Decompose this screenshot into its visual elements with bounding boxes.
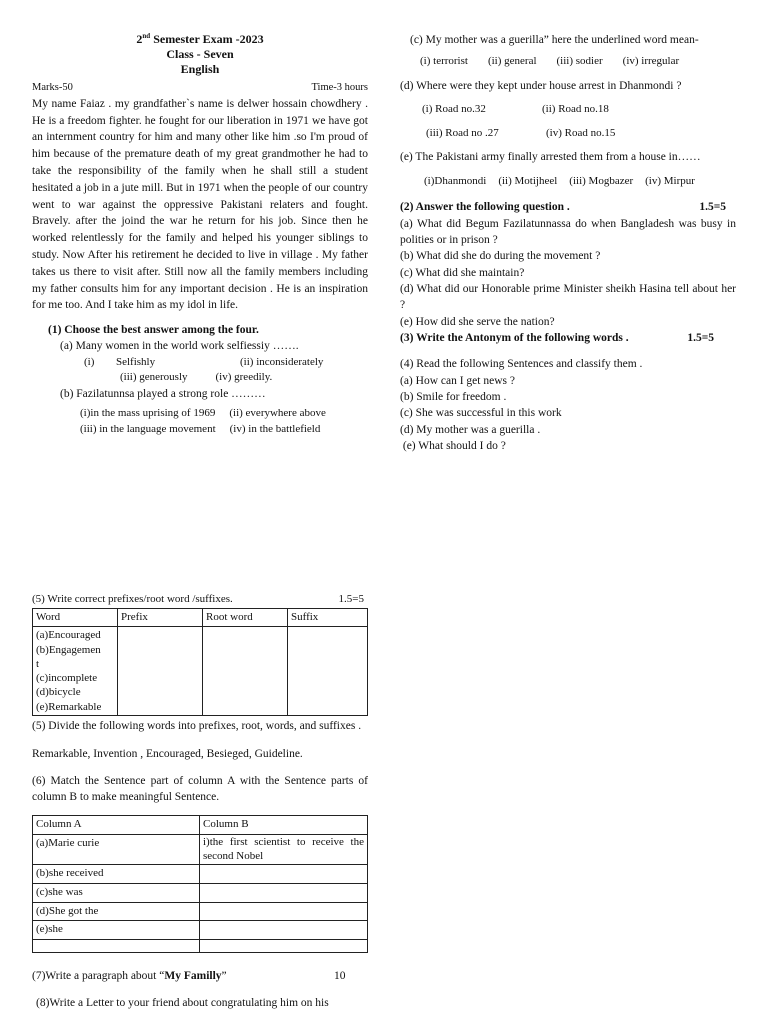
q1a-options-row1: (i) Selfishly (ii) inconsiderately xyxy=(84,355,324,368)
exam-title: 2nd Semester Exam -2023 xyxy=(136,32,264,46)
question-7 xyxy=(32,968,368,984)
q8-text: (8)Write a Letter to your friend about congratulating him on his xyxy=(36,997,329,1009)
exam-subject: English xyxy=(180,62,220,76)
prefix-suffix-table xyxy=(32,608,368,716)
question-1 xyxy=(32,322,368,437)
table-header-row: Column A Column B xyxy=(33,816,368,835)
marks-time-row xyxy=(32,81,368,96)
q4c: (c) She was successful in this work xyxy=(400,407,562,420)
q2c: (c) What did she maintain? xyxy=(400,266,525,279)
q1a-text: (a) Many women in the world work selfiessiy ……. xyxy=(60,340,299,353)
reading-passage: My name Faiaz . my grandfather`s name is delwer hossain chowdhery . He is a freedom fighter. he fought for our liberation in 1971 we have got an internment country for him and many other like him .so I'm proud of him because of the premature death of my great grandmother he had to take the responsibility of the family when he shall still a student hesitated a job in a jute mill. But in 1971 when the people of our country went to war against the oppressive Pakistani relaters and fought. Bravely. after the joind the war he return for his job. Since then he worked relentlessly for the family and helped his younger siblings to study. Now After his retirement he decided to live in village . My father takes us there to visit after. Still now all the family members including my father consults him for any important decision . He is an inspiration for me too. And I take him as my idol in life. xyxy=(32,97,368,312)
q1c-options: (i) terrorist (ii) general (iii) sodier (iv) irregular xyxy=(420,55,680,68)
table-header-row: Word Prefix Root word Suffix xyxy=(33,608,368,627)
table-row: (d)She got the xyxy=(33,902,368,921)
q1d-text: (d) Where were they kept under house arrest in Dhanmondi ? xyxy=(400,79,682,92)
q1d-options: (i) Road no.32 (ii) Road no.18 (iii) Road no .27 (iv) Road no.15 xyxy=(422,103,616,139)
q7-title: (7)Write a paragraph about “My Familly” xyxy=(32,970,227,982)
q4a: (a) How can I get news ? xyxy=(400,374,515,387)
time-label: Time-3 hours xyxy=(311,82,368,93)
table-row: (a)Encouraged (b)Engagemen t (c)incomplete (d)bicycle (e)Remarkable xyxy=(33,627,368,716)
q2-header xyxy=(400,199,736,215)
table-row: (c)she was xyxy=(33,884,368,903)
q2-title: (2) Answer the following question . xyxy=(400,201,570,214)
q7-marks: 10 xyxy=(334,970,346,982)
q1e-options: (i)Dhanmondi (ii) Motijheel (iii) Mogbazer (iv) Mirpur xyxy=(424,174,695,187)
q4d: (d) My mother was a guerilla . xyxy=(400,423,541,436)
right-column xyxy=(400,32,736,454)
table-row: (b)she received xyxy=(33,865,368,884)
question-5 xyxy=(32,592,368,953)
exam-class: Class - Seven xyxy=(166,47,234,61)
match-table xyxy=(32,815,368,953)
q4b: (b) Smile for freedom . xyxy=(400,391,507,404)
q5-title: (5) Write correct prefixes/root word /suffixes. xyxy=(32,593,233,605)
q2d: (d) What did our Honorable prime Minister sheikh Hasina tell about her ? xyxy=(400,283,736,312)
q6-title: (6) Match the Sentence part of column A with the Sentence parts of column B to make meaningful Sentence. xyxy=(32,774,368,803)
q1b-options: (i)in the mass uprising of 1969 (ii) everywhere above (iii) in the language movement (iv) in the battlefield xyxy=(80,407,326,435)
marks-label: Marks-50 xyxy=(32,82,73,93)
q1a-options-row2: (iii) generously (iv) greedily. xyxy=(120,371,273,384)
q3-marks: 1.5=5 xyxy=(687,332,714,345)
question-8 xyxy=(32,995,372,1011)
q1e-text: (e) The Pakistani army finally arrested them from a house in…… xyxy=(400,151,701,164)
q3-title: (3) Write the Antonym of the following words . xyxy=(400,332,629,345)
left-column xyxy=(32,32,368,437)
q2a: (a) What did Begum Fazilatunnassa do when Bangladesh was busy in polities or in prison ? xyxy=(400,217,736,247)
q1c-text: (c) My mother was a guerilla” here the underlined word mean- xyxy=(410,34,699,46)
q2-marks: 1.5=5 xyxy=(699,201,726,214)
q1b-text: (b) Fazilatunnsa played a strong role ……… xyxy=(60,387,266,400)
table-row: (e)she xyxy=(33,921,368,940)
q2b: (b) What did she do during the movement ? xyxy=(400,250,601,263)
table-row xyxy=(33,939,368,952)
q3-header xyxy=(400,330,736,346)
q5b-title: (5) Divide the following words into prefixes, root, words, and suffixes . xyxy=(32,720,362,732)
table-row: (a)Marie curie i)the first scientist to receive the second Nobel xyxy=(33,834,368,865)
q4e: (e) What should I do ? xyxy=(400,440,506,453)
q5b-words: Remarkable, Invention , Encouraged, Besieged, Guideline. xyxy=(32,748,303,761)
q5-marks: 1.5=5 xyxy=(338,593,364,605)
q2e: (e) How did she serve the nation? xyxy=(400,315,555,328)
q1-title: (1) Choose the best answer among the four. xyxy=(48,324,259,337)
q4-title: (4) Read the following Sentences and classify them . xyxy=(400,358,643,371)
